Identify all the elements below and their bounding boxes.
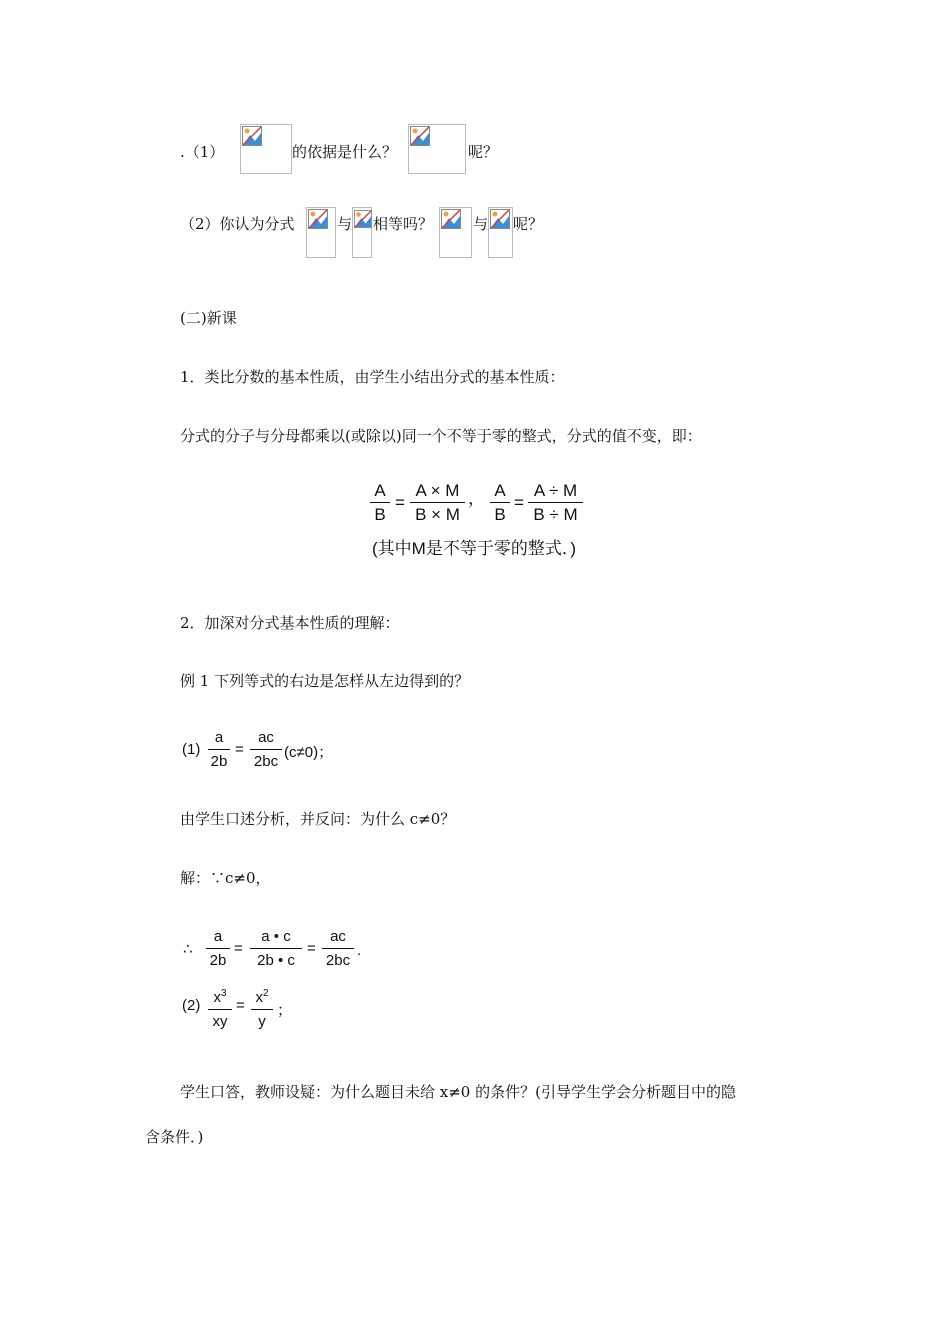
fraction-a-over-2b: a 2b (206, 928, 230, 970)
question-1-end: 呢？ (468, 143, 499, 161)
fraction-a-dot-c-over-2b-dot-c: a • c 2b • c (250, 928, 302, 970)
paragraph-last-line-1: 学生口答，教师设疑：为什么题目未给 x≠0 的条件？(引导学生学会分析题目中的隐 (180, 1083, 736, 1101)
fraction-ac-over-2bc: ac 2bc (322, 928, 354, 970)
broken-image-icon (439, 207, 472, 258)
broken-image-icon (408, 124, 466, 174)
example-1-condition: (c≠0)； (284, 744, 334, 761)
broken-image-icon (352, 207, 372, 258)
fraction-a-over-b-2: A B (490, 482, 510, 524)
broken-image-icon (240, 124, 292, 174)
fraction-x3-over-xy: $x^3$ xy (208, 985, 232, 1031)
section-title: (二)新课 (180, 309, 237, 327)
fraction-ac-over-2bc: ac 2bc (250, 729, 282, 771)
question-2-mid: 相等吗？ (373, 215, 434, 233)
broken-image-icon (488, 207, 513, 258)
example-1-label: (1) (182, 741, 201, 758)
question-1-prefix: .（1） (180, 143, 225, 161)
paragraph-last-line-2: 含条件．) (145, 1128, 204, 1146)
example-2-label: (2) (182, 997, 201, 1014)
semicolon: ； (277, 1002, 293, 1019)
question-1-mid: 的依据是什么？ (292, 143, 398, 161)
equals-sign: = (514, 493, 524, 512)
question-2-prefix: （2）你认为分式 (180, 215, 295, 233)
property-note: (其中M是不等于零的整式．) (372, 539, 576, 558)
period: . (357, 942, 362, 959)
example-1-analysis: 由学生口述分析，并反问：为什么 c≠0？ (180, 810, 456, 828)
equals-sign: = (307, 940, 316, 957)
paragraph-1: 1．类比分数的基本性质，由学生小结出分式的基本性质： (180, 368, 565, 386)
broken-image-icon (306, 207, 336, 258)
equals-sign: = (234, 940, 243, 957)
fraction-am-over-bm: A × M B × M (410, 482, 465, 524)
question-2-end: 呢？ (513, 215, 544, 233)
solution-line: 解：∵c≠0， (180, 869, 271, 887)
equals-sign: = (395, 493, 405, 512)
therefore-symbol: ∴ (183, 941, 193, 958)
paragraph-3: 2．加深对分式基本性质的理解： (180, 614, 400, 632)
equals-sign: = (236, 997, 245, 1014)
fraction-x2-over-y: $x^2$ y (251, 985, 273, 1031)
equals-sign: = (235, 741, 244, 758)
example-intro: 例 1 下列等式的右边是怎样从左边得到的？ (180, 672, 470, 690)
fraction-a-over-2b: a 2b (208, 729, 230, 771)
question-2-with-2: 与 (473, 215, 489, 233)
fraction-a-div-m-over-b-div-m: A ÷ M B ÷ M (528, 482, 583, 524)
question-2-with-1: 与 (337, 215, 353, 233)
paragraph-2: 分式的分子与分母都乘以(或除以)同一个不等于零的整式，分式的值不变，即： (180, 427, 702, 445)
comma: ， (468, 489, 485, 508)
fraction-a-over-b: A B (370, 482, 390, 524)
